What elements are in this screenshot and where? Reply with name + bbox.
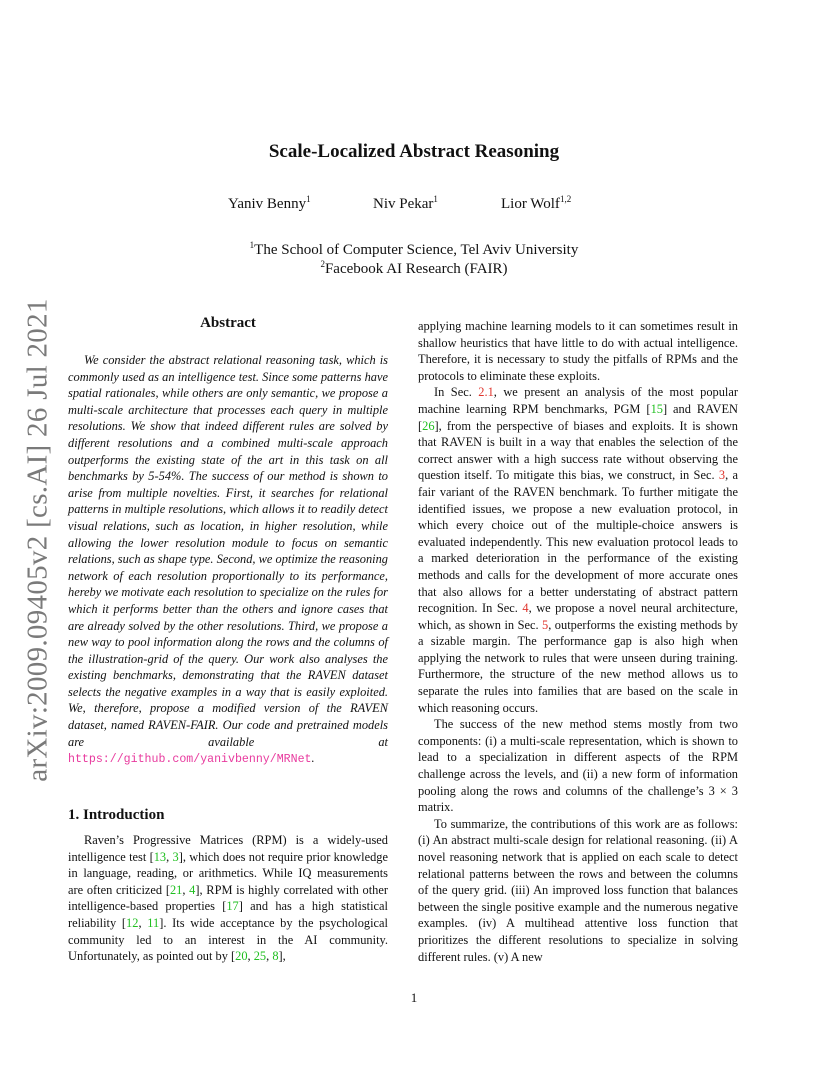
author-3: Lior Wolf$^{1,2}$ xyxy=(501,194,572,212)
citation-link[interactable]: 17 xyxy=(226,899,239,914)
section-link[interactable]: 4 xyxy=(522,601,529,616)
citation-link[interactable]: 25 xyxy=(253,949,267,964)
section-link[interactable]: 2.1 xyxy=(478,385,494,400)
paragraph: In Sec. 2.1, we present an analysis of the most popular machine learning RPM benchmarks, PGM [15] and RAVEN [26], from the perspective of biases and exploits. It is shown that RAVEN is built in a way that enables the selection of the correct answer with a high success rate without observing the question itself. To mitigate this bias, we construct, in Sec. 3, a fair variant of the RAVEN benchmark. To further mitigate the identified issues, we propose a new evaluation protocol, in which every choice out of the multiple-choice answers is evaluated independently. This new evaluation protocol leads to a marked deterioration in the performance of the existing methods and calls for the development of more accurate ones that also allows for a better understating of abstract pattern recognition. In Sec. 4, we propose a novel neural architecture, which, as shown in Sec. 5, outperforms the existing methods by a sizable margin. The performance gap is also high when applying the network to rules that were unseen during training. Furthermore, the structure of the new method allows us to separate the rules into families that are based on the scale in which reasoning occurs. xyxy=(418,385,738,715)
citation-link[interactable]: 3 xyxy=(172,849,179,864)
citation-link[interactable]: 20 xyxy=(235,949,248,964)
page-number: 1 xyxy=(410,990,418,1005)
citation-link[interactable]: 4 xyxy=(189,882,196,897)
paragraph: To summarize, the contributions of this work are as follows: (i) An abstract multi-scale design for relational reasoning. (ii) A novel reasoning network that is applied on each scale to detect relational patterns between the rows and between the columns of the query grid. (iii) An improved loss function that balances between the single positive example and the numerous negative examples. (iv) A multihead attentive loss function that prioritizes the different resolutions to specialize in solving different rules. (v) A new xyxy=(418,816,738,964)
section-link[interactable]: 5 xyxy=(542,617,549,632)
abstract-body: We consider the abstract relational reasoning task, which is commonly used as an intelligence test. Since some patterns have spatial rationales, while others are only semantic, we propose a multi-scale architecture that processes each query in multiple resolutions. We show that indeed different rules are solved by different resolutions and a combined multi-scale approach outperforms the existing state of the art in this task on all benchmarks by 5-54%. The success of our method is shown to arise from multiple novelties. First, it searches for relational patterns in multiple resolutions, which allows it to readily detect visual relations, such as location, in higher resolution, while allowing the lower resolution module to focus on semantic relations, such as shape type. Second, we optimize the reasoning network of each resolution proportionally to its performance, hereby we motivate each resolution to specialize on the rules for which it performs better than the others and ignore cases that are already solved by the other resolutions. Third, we propose a new way to pool information along the rows and the columns of the illustration-grid of the query. Our work also analyses the existing benchmarks, demonstrating that the RAVEN dataset selects the negative examples in a way that is easily exploited. We, therefore, propose a modified version of the RAVEN dataset, named RAVEN-FAIR. Our code and pretrained models are available at https://github.com/yanivbenny/MRNet. xyxy=(68,353,388,767)
citation-link[interactable]: 21 xyxy=(169,882,183,897)
abstract-heading: Abstract xyxy=(200,315,256,331)
author-2: Niv Pekar$^1$ xyxy=(373,194,438,212)
affiliation-2: $^2$Facebook AI Research (FAIR) xyxy=(320,259,508,277)
arxiv-sidebar xyxy=(18,300,58,780)
section-link[interactable]: 3 xyxy=(718,468,726,483)
citation-link[interactable]: 15 xyxy=(650,401,663,416)
citation-link[interactable]: 12 xyxy=(126,915,139,930)
citation-link[interactable]: 26 xyxy=(422,418,435,433)
right-column xyxy=(418,318,738,965)
paragraph: applying machine learning models to it can sometimes result in shallow heuristics that have little to do with actual intelligence. Therefore, it is necessary to study the pitfalls of RPMs and the protocols to eliminate these exploits. xyxy=(418,319,738,383)
section-heading-introduction: 1. Introduction xyxy=(68,807,165,823)
author-1: Yaniv Benny$^1$ xyxy=(228,194,311,212)
paper-title: Scale-Localized Abstract Reasoning xyxy=(268,141,560,162)
code-link[interactable]: https://github.com/yanivbenny/MRNet xyxy=(68,753,312,767)
citation-link[interactable]: 8 xyxy=(272,949,279,964)
affiliation-1: $^1$The School of Computer Science, Tel Aviv University xyxy=(249,240,579,258)
arxiv-id: arXiv:2009.09405v2 [cs.AI] 26 Jul 2021 xyxy=(21,298,54,782)
citation-link[interactable]: 11 xyxy=(147,915,160,930)
citation-link[interactable]: 13 xyxy=(153,849,167,864)
intro-paragraph: Raven’s Progressive Matrices (RPM) is a widely-used intelligence test [13, 3], which does not require prior knowledge in language, reading, or arithmetics. While IQ measurements are often criticized [21, 4], RPM is highly correlated with other intelligence-based properties [17] and has a high statistical reliability [12, 11]. Its wide acceptance by the psychological community led to an interest in the AI community. Unfortunately, as pointed out by [20, 25, 8], xyxy=(68,833,389,964)
paragraph: The success of the new method stems mostly from two components: (i) a multi-scale representation, which is shown to lead to a specialization in different aspects of the RPM challenge across the levels, and (ii) a new form of information pooling along the rows and columns of the challenge’s 3 × 3 matrix. xyxy=(418,717,738,815)
